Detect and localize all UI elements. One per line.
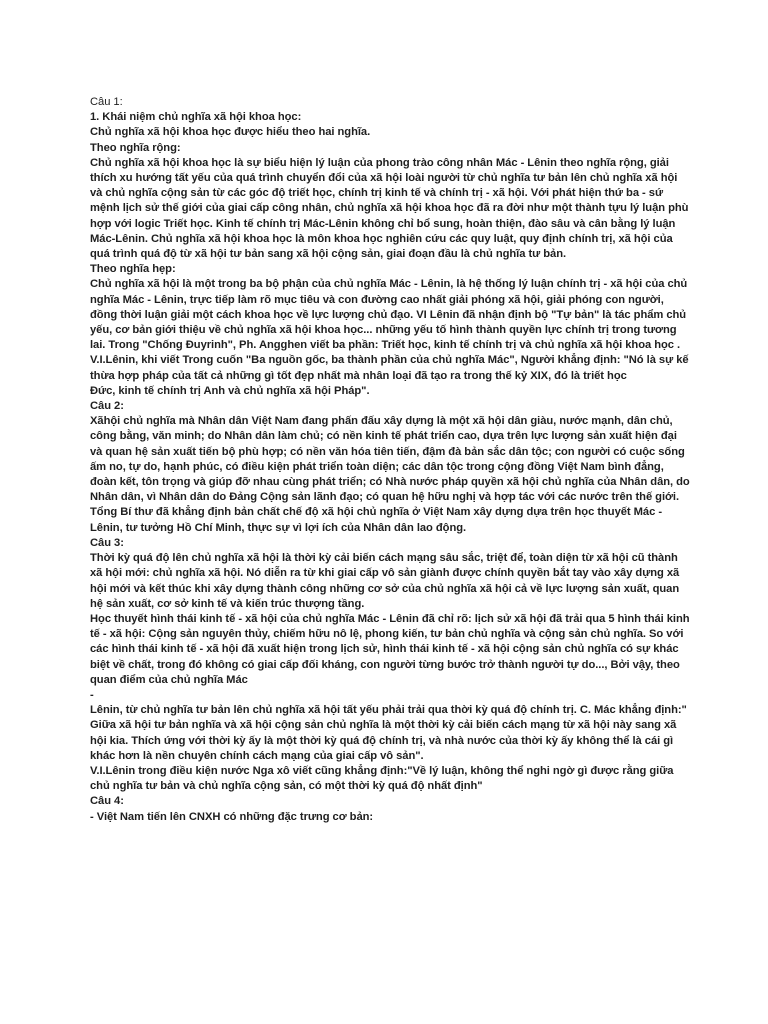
paragraph-cau-2: Xãhội chủ nghĩa mà Nhân dân Việt Nam đang phấn đấu xây dựng là một xã hội dân giàu, nước mạnh, dân chủ, công bằng, văn minh; do Nhân dân làm chủ; có nền kinh tế phát triển cao, dựa trên lực lượng sản xuất hiện đại và quan hệ sản xuất tiến bộ phù hợp; có nền văn hóa tiên tiến, đậm đà bản sắc dân tộc; con người có cuộc sống ấm no, tự do, hạnh phúc, có điều kiện phát triển toàn diện; các dân tộc trong cộng đồng Việt Nam bình đẳng, đoàn kết, tôn trọng và giúp đỡ nhau cùng phát triển; có Nhà nước pháp quyền xã hội chủ nghĩa của Nhân dân, do Nhân dân, vì Nhân dân do Đảng Cộng sản lãnh đạo; có quan hệ hữu nghị và hợp tác với các nước trên thế giới. Tổng Bí thư đã khẳng định bản chất chế độ xã hội chủ nghĩa ở Việt Nam xây dựng dựa trên học thuyết Mác - Lênin, tư tưởng Hồ Chí Minh, thực sự vì lợi ích của Nhân dân lao động. (90, 415, 690, 534)
paragraph-broad-sense: Chủ nghĩa xã hội khoa học là sự biểu hiện lý luận của phong trào công nhân Mác - Lênin theo nghĩa rộng, giải thích xu hướng tất yếu của quá trình chuyển đổi của xã hội loài người từ chủ nghĩa tư bản lên chủ nghĩa xã hội và chủ nghĩa cộng sản từ các góc độ triết học, chính trị kinh tế và chính trị - xã hội. Với phát hiện thứ ba - sứ mệnh lịch sử thế giới của giai cấp công nhân, chủ nghĩa xã hội khoa học đã ra đời như một thành tựu lý luận phù hợp với logic Triết học. Kinh tế chính trị Mác-Lênin không chỉ bổ sung, hoàn thiện, đào sâu và cân bằng lý luận Mác-Lênin. Chủ nghĩa xã hội khoa học là môn khoa học nghiên cứu các quy luật, quy định chính trị, xã hội của quá trình quá độ từ xã hội tư bản sang xã hội cộng sản, giai đoạn đầu là chủ nghĩa tư bản. (90, 156, 689, 261)
subheading-broad-sense: Theo nghĩa rộng: (90, 141, 181, 154)
heading-cau-2: Câu 2: (90, 400, 124, 413)
paragraph-narrow-sense: Chủ nghĩa xã hội là một trong ba bộ phận của chủ nghĩa Mác - Lênin, là hệ thống lý luận chính trị - xã hội của chủ nghĩa Mác - Lênin, trực tiếp làm rõ mục tiêu và con đường cao nhất giải phóng xã hội, giải phóng con người, đồng thời luận giải một cách khoa học về lực lượng chủ đạo. VI Lênin đã nhận định bộ "Tự bản" là tác phẩm chủ yếu, cơ bản giới thiệu về chủ nghĩa xã hội khoa học... những yếu tố hình thành quyền lực chính trị trong tương lai. Trong "Chống Đuyrinh", Ph. Angghen viết ba phần: Triết học, kinh tế chính trị và chủ nghĩa xã hội khoa học . V.I.Lênin, khi viết Trong cuốn "Ba nguồn gốc, ba thành phần của chủ nghĩa Mác", Người khẳng định: "Nó là sự kế thừa hợp pháp của tất cả những gì tốt đẹp nhất mà nhân loại đã tạo ra trong thế kỷ XIX, đó là triết học (90, 278, 689, 382)
heading-cau-4: Câu 4: (90, 795, 124, 808)
paragraph-cau-4: - Việt Nam tiến lên CNXH có những đặc trưng cơ bản: (90, 810, 374, 823)
heading-cau-3: Câu 3: (90, 536, 124, 549)
subheading-narrow-sense: Theo nghĩa hẹp: (90, 263, 176, 276)
paragraph-cau-3-b: Học thuyết hình thái kinh tế - xã hội của chủ nghĩa Mác - Lênin đã chỉ rõ: lịch sử xã hội đã trải qua 5 hình thái kinh tế - xã hội: Cộng sản nguyên thủy, chiếm hữu nô lệ, phong kiến, tư bản chủ nghĩa và cộng sản chủ nghĩa. So với các hình thái kinh tế - xã hội đã xuất hiện trong lịch sử, hình thái kinh tế - xã hội cộng sản chủ nghĩa có sự khác biệt về chất, trong đó không có giai cấp đối kháng, con người từng bước trở thành người tự do..., Bởi vậy, theo quan điểm của chủ nghĩa Mác (90, 612, 690, 686)
paragraph-cau-3-a: Thời kỳ quá độ lên chủ nghĩa xã hội là thời kỳ cải biến cách mạng sâu sắc, triệt để, toàn diện từ xã hội cũ thành xã hội mới: chủ nghĩa xã hội. Nó diễn ra từ khi giai cấp vô sản giành được chính quyền bắt tay vào xây dựng xã hội mới và kết thúc khi xây dựng thành công những cơ sở của chủ nghĩa xã hội cả về lực lượng sản xuất, quan hệ sản xuất, cơ sở kinh tế và kiến trúc thượng tầng. (90, 552, 680, 610)
paragraph-cau-3-d: V.I.Lênin trong điều kiện nước Nga xô viết cũng khẳng định:"Về lý luận, không thể nghi ngờ gì được rằng giữa chủ nghĩa tư bản và chủ nghĩa cộng sản, có một thời kỳ quá độ nhất định" (90, 764, 674, 793)
dash-line: - (90, 688, 94, 701)
document-body (90, 95, 690, 825)
paragraph-cau-3-c: Lênin, từ chủ nghĩa tư bản lên chủ nghĩa xã hội tất yếu phải trải qua thời kỳ quá độ chính trị. C. Mác khẳng định:" Giữa xã hội tư bản nghĩa và xã hội cộng sản chủ nghĩa là một thời kỳ cải biến cách mạng từ xã hội này sang xã hội kia. Thích ứng với thời kỳ ấy là một thời kỳ quá độ chính trị, và nhà nước của thời kỳ ấy không thể là cái gì khác hơn là nền chuyên chính cách mạng của giai cấp vô sản". (90, 704, 687, 762)
paragraph-narrow-sense-end: Đức, kinh tế chính trị Anh và chủ nghĩa xã hội Pháp". (90, 384, 370, 397)
paragraph-intro: Chủ nghĩa xã hội khoa học được hiểu theo hai nghĩa. (90, 126, 371, 139)
section-title: 1. Khái niệm chủ nghĩa xã hội khoa học: (90, 111, 302, 124)
heading-cau-1: Câu 1: (90, 96, 123, 108)
